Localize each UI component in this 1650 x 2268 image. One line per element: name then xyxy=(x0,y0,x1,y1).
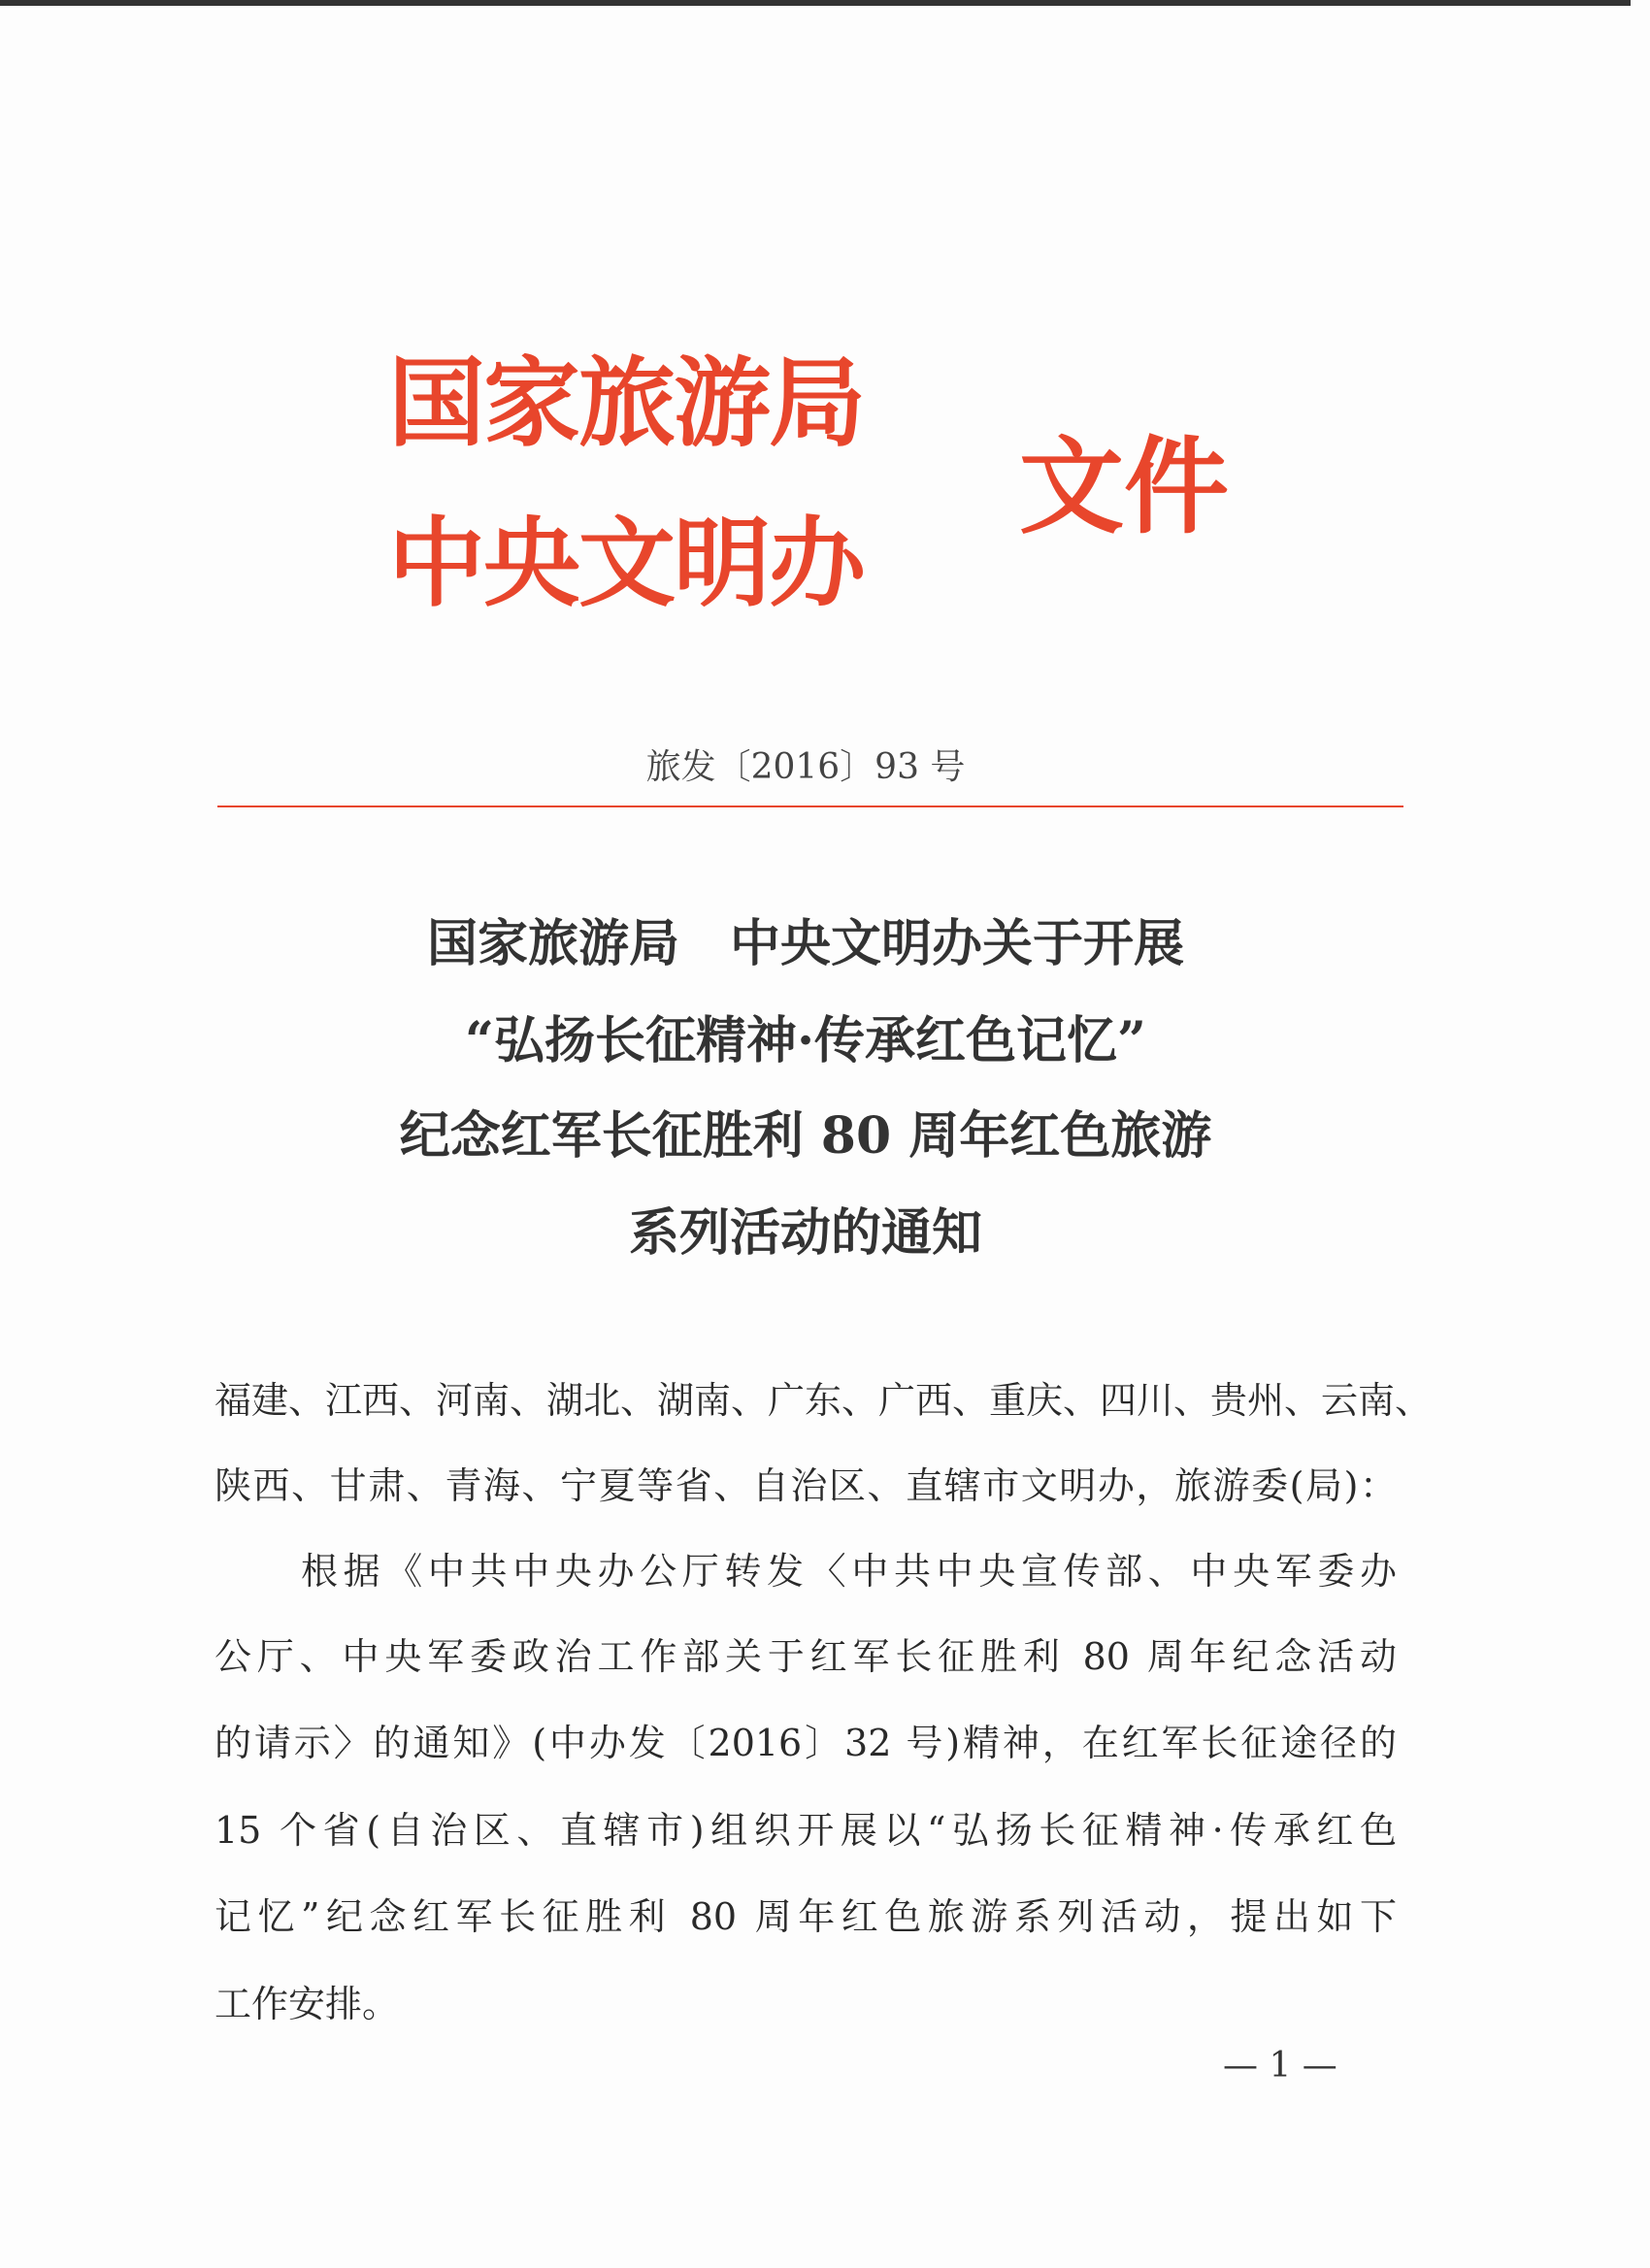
body-line: 陕西、甘肃、青海、宁夏等省、自治区、直辖市文明办，旅游委(局)： xyxy=(214,1464,1397,1507)
issuer-line-1: 国家旅游局 xyxy=(388,345,864,460)
title-line: 国家旅游局 中央文明办关于开展 xyxy=(426,914,1184,973)
doc-type: 文件 xyxy=(1019,426,1230,548)
body-line: 15 个省(自治区、直辖市)组织开展以“弘扬长征精神·传承红色 xyxy=(214,1809,1397,1852)
page-number: — 1 — xyxy=(1223,2046,1337,2086)
body-line: 的请示〉的通知》(中办发〔2016〕32 号)精神，在红军长征途径的 xyxy=(214,1722,1397,1764)
body-line: 根据《中共中央办公厅转发〈中共中央宣传部、中央军委办 xyxy=(301,1550,1397,1593)
title-line: 纪念红军长征胜利 80 周年红色旅游 xyxy=(399,1106,1212,1166)
scan-edge xyxy=(0,0,1631,6)
body-line: 工作安排。 xyxy=(214,1983,400,2025)
title-line: 系列活动的通知 xyxy=(628,1203,982,1263)
document-number: 旅发〔2016〕93 号 xyxy=(645,747,966,787)
body-line: 公厅、中央军委政治工作部关于红军长征胜利 80 周年纪念活动 xyxy=(214,1635,1397,1678)
body-line: 福建、江西、河南、湖北、湖南、广东、广西、重庆、四川、贵州、云南、 xyxy=(214,1379,1433,1422)
red-divider xyxy=(217,805,1403,807)
issuer-line-2: 中央文明办 xyxy=(388,506,864,620)
title-line: “弘扬长征精神·传承红色记忆” xyxy=(465,1011,1146,1070)
body-line: 记忆”纪念红军长征胜利 80 周年红色旅游系列活动，提出如下 xyxy=(214,1895,1397,1938)
